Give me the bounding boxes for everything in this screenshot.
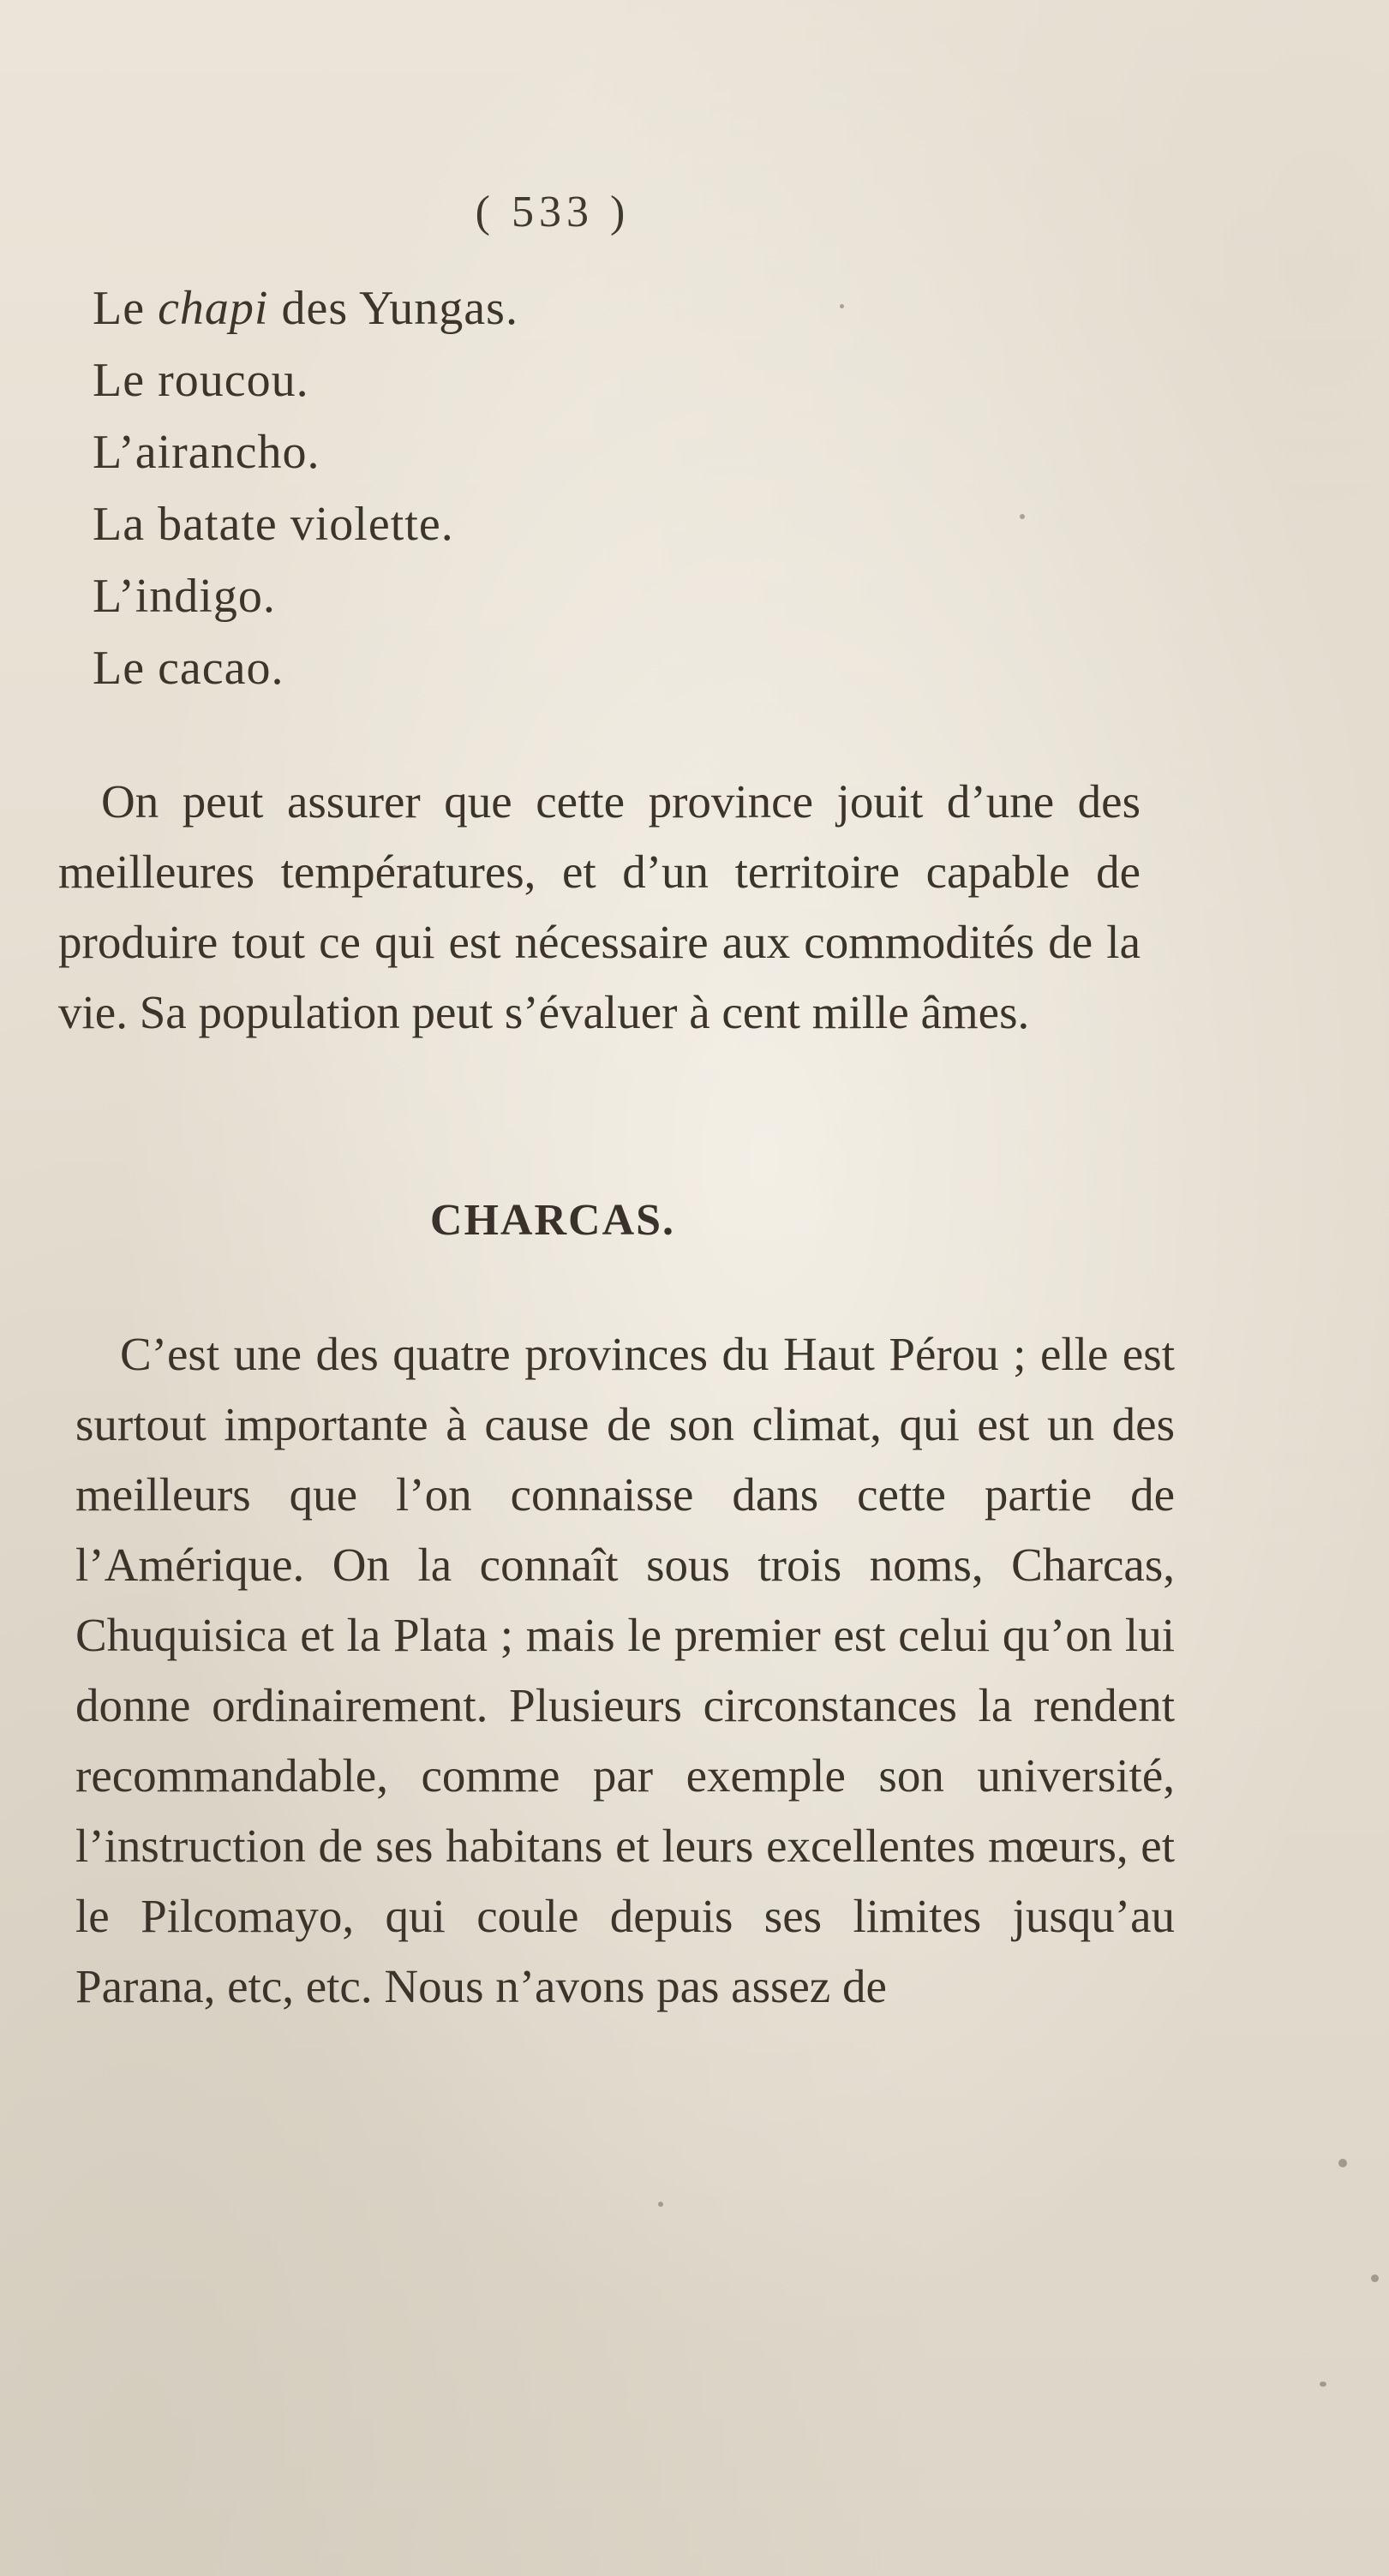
list-item: Le cacao. xyxy=(93,642,284,695)
list-item: L’airancho. xyxy=(93,426,320,479)
list-item: Le chapi des Yungas. xyxy=(93,282,518,335)
list-item: Le roucou. xyxy=(93,354,309,407)
italic-term: chapi xyxy=(158,282,269,335)
paper-speck xyxy=(1338,2159,1347,2167)
page-number: ( 533 ) xyxy=(475,188,631,236)
paper-speck xyxy=(840,304,844,308)
paper-speck xyxy=(1020,514,1025,519)
section-heading: CHARCAS. xyxy=(429,1196,676,1245)
paper-speck xyxy=(403,865,407,870)
paragraph-charcas: C’est une des quatre provinces du Haut Pérou ; elle est surtout importante à cause de son climat, qui est un des meilleurs que l’on connaisse dans cette partie de l’Amérique. On la connaît sous trois noms, Charcas, Chuquisica et la Plata ; mais le premier est celui qu’on lui donne ordinairement. Plusieurs circonstances la rendent recommandable, comme par exemple son université, l’instruction de ses habitans et leurs excellentes mœurs, et le Pilcomayo, qui coule depuis ses limites jusqu’au Parana, etc, etc. Nous n’avons pas assez de xyxy=(75,1328,1175,2012)
product-list xyxy=(93,272,518,704)
paragraph-province-summary: On peut assurer que cette province jouit d’une des meilleures températures, et d’un territoire capable de produire tout ce qui est nécessaire aux commodités de la vie. Sa population peut s’évaluer à cent mille âmes. xyxy=(58,775,1141,1038)
paper-speck xyxy=(1371,2274,1379,2282)
paper-speck xyxy=(658,2202,663,2207)
list-item: La batate violette. xyxy=(93,498,454,551)
list-item: L’indigo. xyxy=(93,570,276,623)
paper-speck xyxy=(1320,2382,1326,2387)
